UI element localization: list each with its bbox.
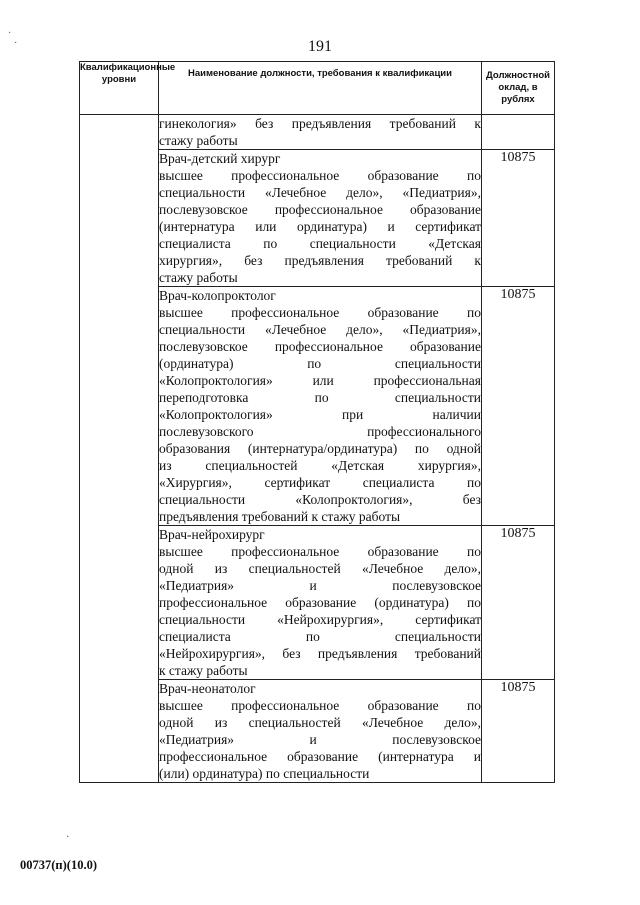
requirement-line: одной из специальностей «Лечебное дело», (159, 715, 481, 730)
requirement-line: «Педиатрия» и послевузовское (159, 732, 481, 747)
position-description (159, 115, 482, 150)
requirement-line: к стажу работы (159, 663, 248, 678)
requirement-line: из специальностей «Детская хирургия», (159, 458, 481, 473)
requirement-line: специальности «Нейрохирургия», сертификат (159, 612, 481, 627)
requirement-line: высшее профессиональное образование по (159, 698, 481, 713)
salary-value: 10875 (482, 680, 555, 783)
position-description (159, 680, 482, 783)
requirement-line: стажу работы (159, 270, 238, 285)
requirement-line: послевузовское профессиональное образование (159, 202, 481, 217)
requirement-line: предъявления требований к стажу работы (159, 509, 401, 524)
table-body (80, 115, 555, 783)
requirement-line: специальности «Лечебное дело», «Педиатрия», (159, 322, 481, 337)
salary-value: 10875 (482, 150, 555, 287)
scan-speck: · (66, 832, 70, 843)
header-name: Наименование должности, требования к квалификации (159, 62, 482, 115)
requirement-line: профессиональное образование (интернатура и (159, 749, 481, 764)
position-title: Врач-нейрохирург (159, 527, 265, 542)
requirement-line: стажу работы (159, 133, 238, 148)
qualification-level-cell (80, 115, 159, 783)
requirement-line: (или) ординатура) по специальности (159, 766, 370, 781)
requirement-line: высшее профессиональное образование по (159, 305, 481, 320)
position-description (159, 526, 482, 680)
requirement-line: (интернатура или ординатура) и сертификат (159, 219, 481, 234)
requirement-line: профессиональное образование (ординатура) по (159, 595, 481, 610)
position-description (159, 287, 482, 526)
requirement-line: «Педиатрия» и послевузовское (159, 578, 481, 593)
requirement-line: хирургия», без предъявления требований к (159, 253, 481, 268)
requirement-line: специалиста по специальности (159, 629, 481, 644)
requirement-line: (ординатура) по специальности (159, 356, 481, 371)
scan-speck: · (14, 38, 18, 49)
requirement-line: высшее профессиональное образование по (159, 168, 481, 183)
requirement-line: образования (интернатура/ординатура) по одной (159, 441, 481, 456)
position-description (159, 150, 482, 287)
header-salary: Должностной оклад, в рублях (482, 62, 555, 115)
requirement-line: одной из специальностей «Лечебное дело», (159, 561, 481, 576)
position-title: Врач-колопроктолог (159, 288, 276, 303)
requirement-line: «Нейрохирургия», без предъявления требований (159, 646, 481, 661)
table-row (80, 115, 555, 150)
table-header (80, 62, 555, 115)
requirement-line: высшее профессиональное образование по (159, 544, 481, 559)
qualification-table (79, 61, 555, 783)
header-level: Квалификационные уровни (80, 62, 159, 115)
requirement-line: специалиста по специальности «Детская (159, 236, 481, 251)
position-title: Врач-неонатолог (159, 681, 256, 696)
salary-value: 10875 (482, 287, 555, 526)
requirement-line: «Колопроктология» при наличии (159, 407, 481, 422)
scan-speck: · (8, 28, 12, 39)
requirement-line: переподготовка по специальности (159, 390, 481, 405)
requirement-line: «Хирургия», сертификат специалиста по (159, 475, 481, 490)
salary-value (482, 115, 555, 150)
requirement-line: «Колопроктология» или профессиональная (159, 373, 481, 388)
requirement-line: гинекология» без предъявления требований к (159, 116, 481, 131)
salary-value: 10875 (482, 526, 555, 680)
page-number: 191 (308, 38, 332, 55)
position-title: Врач-детский хирург (159, 151, 281, 166)
requirement-line: специальности «Колопроктология», без (159, 492, 481, 507)
requirement-line: послевузовское профессиональное образование (159, 339, 481, 354)
requirement-line: послевузовского профессионального (159, 424, 481, 439)
requirement-line: специальности «Лечебное дело», «Педиатрия», (159, 185, 481, 200)
document-code: 00737(п)(10.0) (20, 858, 97, 872)
